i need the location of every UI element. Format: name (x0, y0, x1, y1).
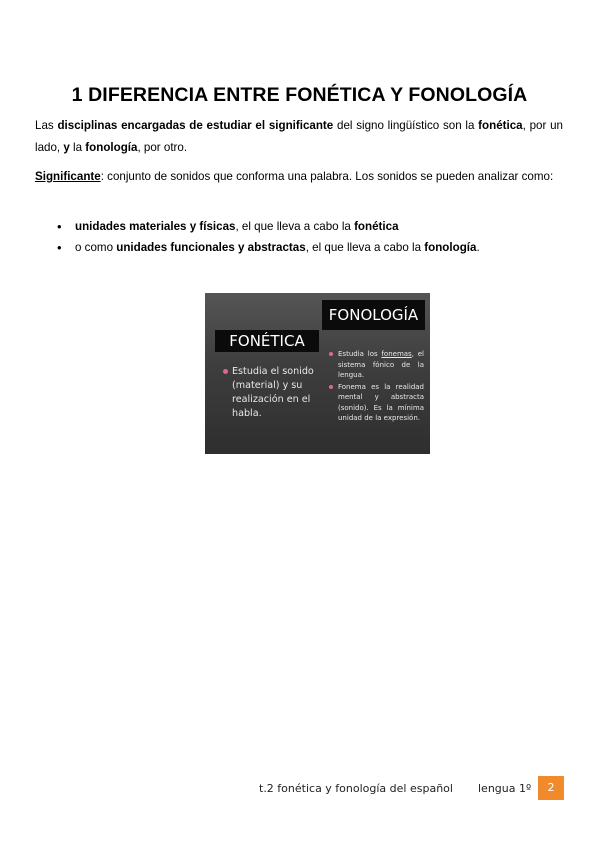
bullet-text: , el que lleva a cabo la (235, 220, 355, 233)
page-number-badge: 2 (538, 776, 564, 800)
list-item (57, 237, 557, 258)
fonologia-heading: FONOLOGÍA (322, 300, 425, 330)
fonetica-heading: FONÉTICA (215, 330, 319, 352)
definition-paragraph (35, 166, 563, 188)
bullet-text: . (476, 241, 480, 254)
footer-subject: t.2 fonética y fonología del español (259, 782, 453, 795)
intro-bold-4: fonología (85, 141, 138, 154)
list-item (57, 216, 557, 237)
page-title: 1 DIFERENCIA ENTRE FONÉTICA Y FONOLOGÍA (71, 84, 528, 106)
fonologia-text: , el sistema fónico de la lengua. (338, 350, 424, 379)
bullet-bold: fonética (354, 220, 399, 233)
bullet-dot-icon (329, 385, 333, 389)
intro-text-1: Las (35, 119, 58, 132)
bullet-bold: unidades funcionales y abstractas (116, 241, 306, 254)
bullet-dot-icon (329, 352, 333, 356)
intro-bold-3: y (63, 141, 70, 154)
footer-course: lengua 1º (478, 782, 532, 795)
intro-text-3: , por un lado, (35, 119, 563, 154)
bullet-bold: fonología (424, 241, 477, 254)
list-item (223, 365, 318, 421)
intro-paragraph (35, 115, 563, 159)
fonologia-column (329, 349, 424, 424)
fonemas-underlined: fonemas (381, 350, 412, 358)
list-item (329, 382, 424, 424)
fonetica-column (223, 365, 318, 421)
intro-bold-1: disciplinas encargadas de estudiar el significante (57, 119, 334, 132)
fonetica-text: Estudia el sonido (material) y su realización en el habla. (232, 366, 314, 419)
definition-text: : conjunto de sonidos que conforma una palabra. Los sonidos se pueden analizar como: (100, 170, 554, 183)
list-item (329, 349, 424, 381)
intro-text-5: , por otro. (137, 141, 188, 154)
bullet-list (57, 216, 557, 258)
fonema-definition: Fonema es la realidad mental y abstracta (sonido). Es la mínima unidad de la expresión. (338, 382, 424, 422)
slide-image (205, 293, 430, 454)
intro-text-4: la (69, 141, 86, 154)
bullet-bold: unidades materiales y físicas (75, 220, 236, 233)
fonologia-text: Estudia los (338, 350, 382, 358)
intro-bold-2: fonética (478, 119, 523, 132)
bullet-text: , el que lleva a cabo la (305, 241, 425, 254)
definition-term: Significante (35, 170, 101, 183)
bullet-text: o como (75, 241, 117, 254)
intro-text-2: del signo lingüístico son la (333, 119, 479, 132)
bullet-dot-icon (223, 369, 228, 374)
